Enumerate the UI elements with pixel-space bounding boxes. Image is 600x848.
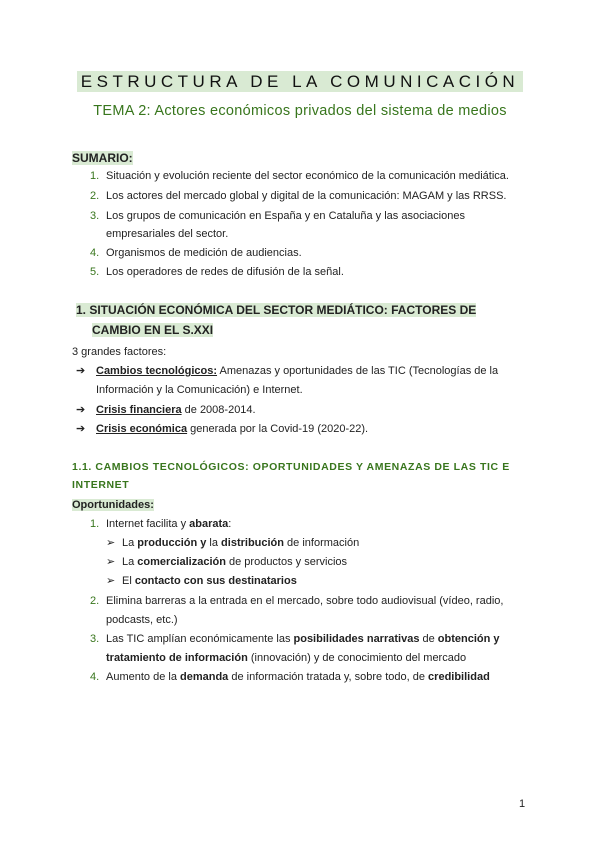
item-bold: producción y: [137, 537, 207, 549]
item-number: 3.: [90, 633, 100, 645]
summary-item: [90, 209, 465, 223]
item-bold: distribución: [221, 537, 284, 549]
item-number: 2.: [90, 190, 100, 202]
item-text: Los operadores de redes de difusión de la señal.: [106, 266, 344, 278]
opportunities-heading: [72, 498, 154, 512]
section-1-1-heading-cont: INTERNET: [72, 479, 130, 491]
item-number: 1.: [90, 518, 100, 530]
item-text: de información: [284, 537, 360, 549]
summary-item: [90, 246, 302, 260]
item-bold: posibilidades narrativas: [293, 633, 420, 645]
summary-item: [90, 169, 509, 183]
arrow-icon: ➔: [76, 423, 86, 435]
factor-text: de 2008-2014.: [181, 404, 256, 416]
item-text: Organismos de medición de audiencias.: [106, 247, 302, 259]
opportunity-item-continuation: podcasts, etc.): [106, 614, 178, 626]
item-number: 3.: [90, 210, 100, 222]
item-text: Internet facilita y: [106, 518, 190, 530]
item-number: 1.: [90, 170, 100, 182]
item-bold: obtención y: [437, 633, 500, 645]
page-number: 1: [519, 798, 526, 810]
document-title: [0, 72, 600, 92]
item-bold: tratamiento de información: [106, 652, 248, 664]
section-heading-line: CAMBIO EN EL S.XXI: [92, 323, 214, 337]
item-bold: credibilidad: [428, 671, 490, 683]
arrow-icon: ➔: [76, 365, 86, 377]
item-text: :: [228, 518, 232, 530]
section-1-heading-cont: [92, 323, 213, 337]
item-bold: demanda: [180, 671, 229, 683]
item-text: la: [206, 537, 222, 549]
section-heading-line: 1. SITUACIÓN ECONÓMICA DEL SECTOR MEDIÁTICO: FACTORES DE: [76, 303, 477, 317]
factor-item: [76, 422, 368, 436]
item-text: (innovación) y de conocimiento del mercado: [247, 652, 467, 664]
item-number: 5.: [90, 266, 100, 278]
item-text: Los grupos de comunicación en España y en Cataluña y las asociaciones: [106, 210, 465, 222]
document-subtitle: TEMA 2: Actores económicos privados del sistema de medios: [93, 103, 507, 119]
summary-heading: [72, 151, 133, 165]
sub-bullet-item: [106, 555, 347, 569]
item-bold: comercialización: [137, 556, 226, 568]
item-text: Las TIC amplían económicamente las: [106, 633, 294, 645]
summary-item-continuation: empresariales del sector.: [106, 228, 229, 240]
factor-label: Crisis económica: [96, 423, 188, 435]
item-number: 4.: [90, 247, 100, 259]
factor-text: Amenazas y oportunidades de las TIC (Tecnologías de la: [217, 365, 499, 377]
opportunity-item: [90, 670, 490, 684]
item-text: Elimina barreras a la entrada en el mercado, sobre todo audiovisual (vídeo, radio,: [106, 595, 504, 607]
item-text: de productos y servicios: [225, 556, 348, 568]
item-number: 2.: [90, 595, 100, 607]
sub-bullet-item: [106, 574, 297, 588]
item-bold: abarata: [189, 518, 229, 530]
opportunities-heading-text: Oportunidades:: [72, 499, 154, 511]
opportunity-item: [90, 517, 231, 531]
item-text: El: [122, 575, 135, 587]
summary-item: [90, 189, 506, 203]
arrow-icon: ➔: [76, 404, 86, 416]
factor-item: [76, 364, 498, 378]
item-text: Aumento de la: [106, 671, 180, 683]
item-number: 4.: [90, 671, 100, 683]
section-1-1-heading: 1.1. CAMBIOS TECNOLÓGICOS: OPORTUNIDADES Y AMENAZAS DE LAS TIC E: [72, 461, 510, 473]
bullet-arrow-icon: ➢: [106, 537, 116, 549]
factor-item: [76, 403, 256, 417]
title-text: ESTRUCTURA DE LA COMUNICACIÓN: [77, 71, 523, 92]
section-1-heading: [76, 303, 476, 317]
sub-bullet-item: [106, 536, 359, 550]
summary-heading-text: SUMARIO:: [72, 151, 133, 165]
factor-label: Cambios tecnológicos:: [96, 365, 218, 377]
bullet-arrow-icon: ➢: [106, 575, 116, 587]
summary-item: [90, 265, 344, 279]
opportunity-item: [90, 632, 500, 646]
section-1-intro: 3 grandes factores:: [72, 346, 167, 358]
item-bold: contacto con sus destinatarios: [134, 575, 297, 587]
factor-continuation: Información y la Comunicación) e Internet.: [96, 384, 303, 396]
opportunity-item: [90, 594, 503, 608]
item-text: La: [122, 537, 138, 549]
factor-text: generada por la Covid-19 (2020-22).: [187, 423, 369, 435]
opportunity-item-continuation: [106, 651, 466, 665]
item-text: La: [122, 556, 138, 568]
item-text: Situación y evolución reciente del sector económico de la comunicación mediática.: [106, 170, 509, 182]
bullet-arrow-icon: ➢: [106, 556, 116, 568]
item-text: Los actores del mercado global y digital de la comunicación: MAGAM y las RRSS.: [106, 190, 507, 202]
item-text: de: [419, 633, 438, 645]
factor-label: Crisis financiera: [96, 404, 182, 416]
item-text: de información tratada y, sobre todo, de: [228, 671, 429, 683]
